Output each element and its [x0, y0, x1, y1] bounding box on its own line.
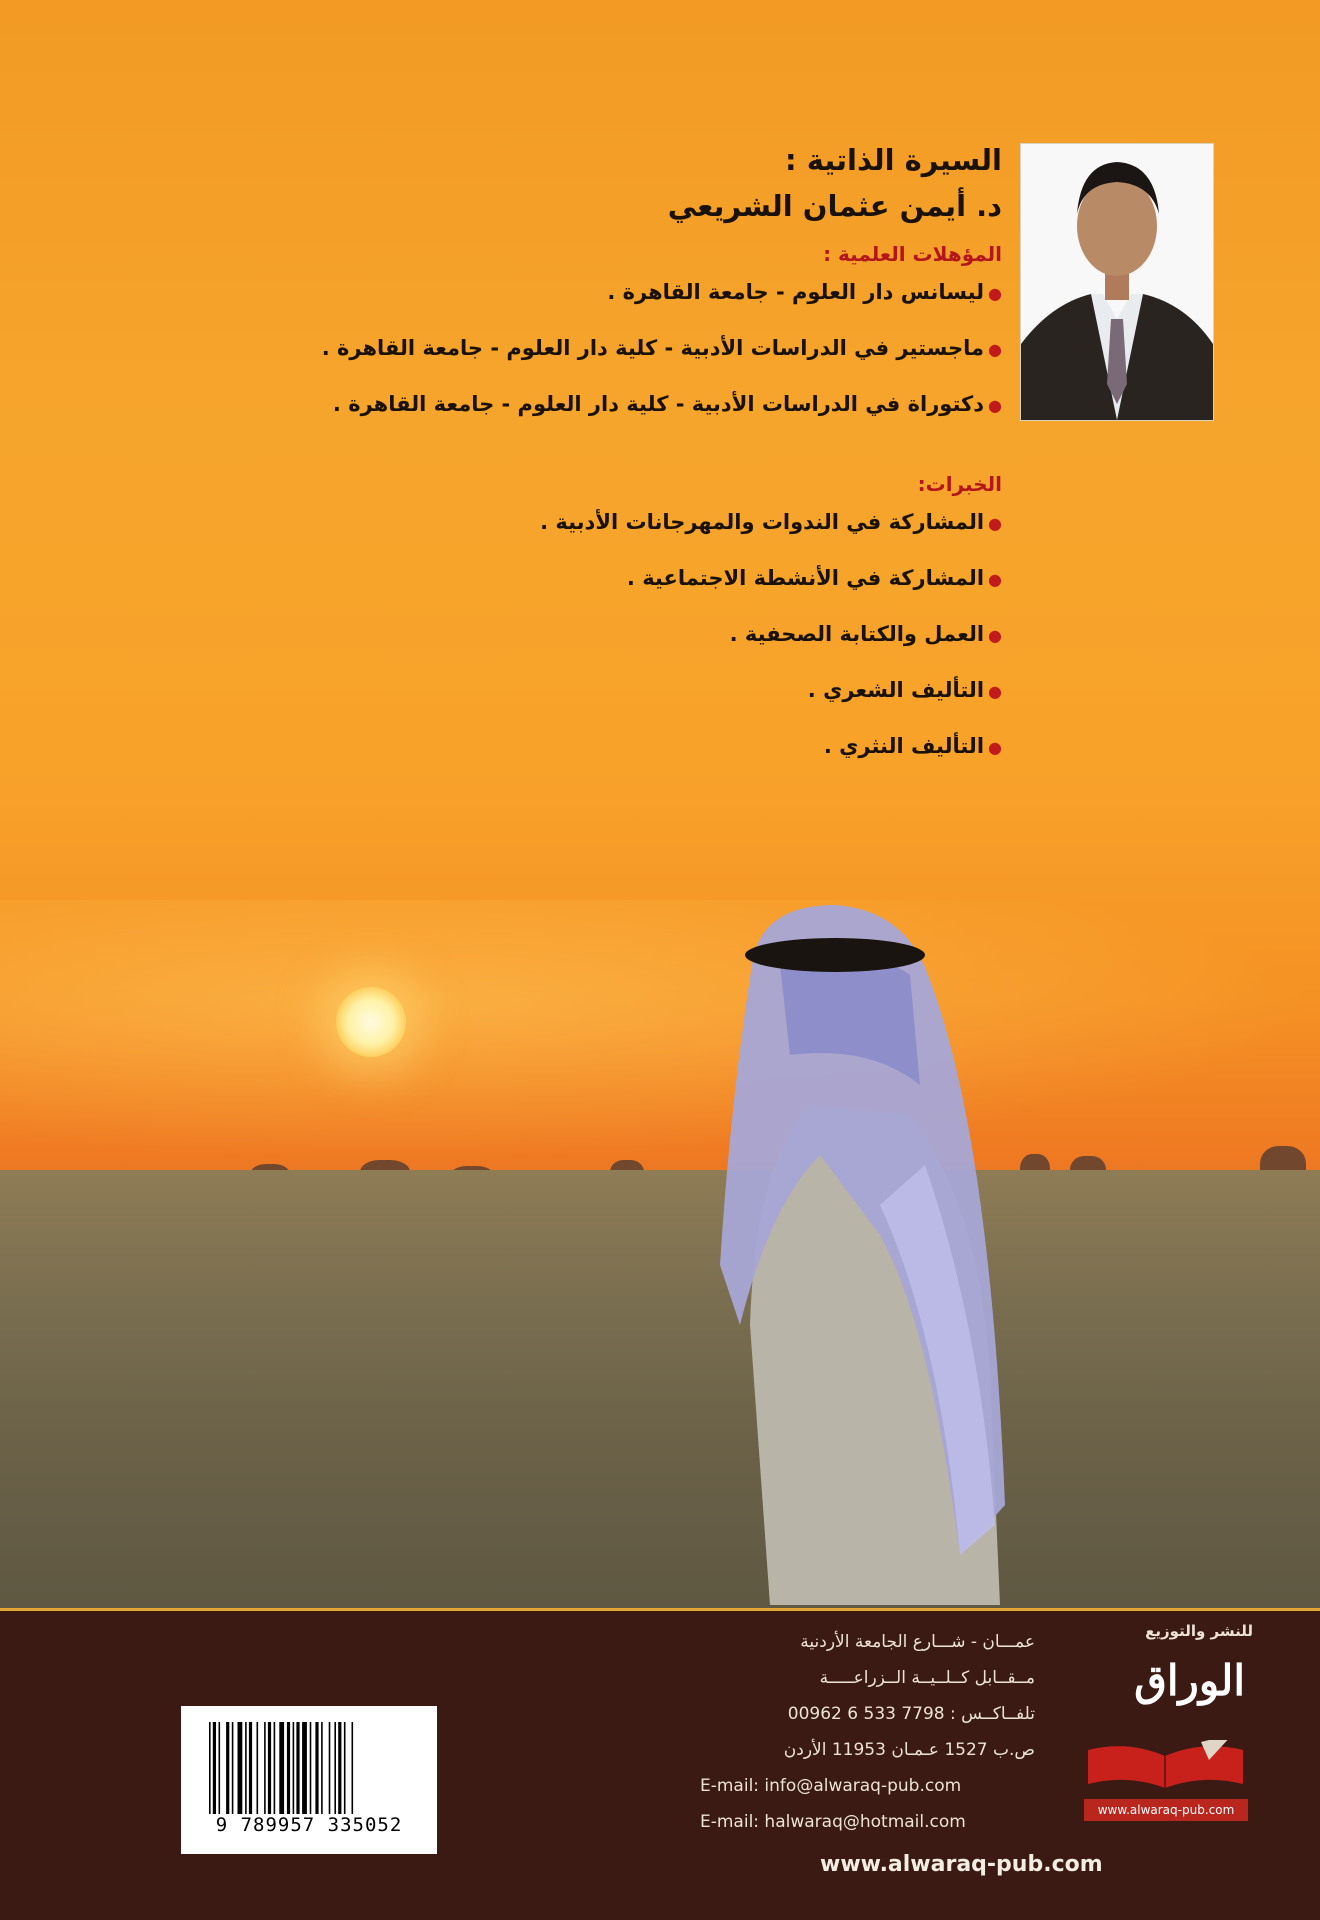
bullet-icon: ● [988, 570, 1002, 589]
bullet-icon: ● [988, 340, 1002, 359]
author-photo [1020, 143, 1214, 421]
address-line: تلفــاكــس : 7798 533 6 00962 [787, 1704, 1035, 1724]
publisher-address [700, 1624, 1035, 1840]
man-in-keffiyeh-illustration [660, 905, 1005, 1610]
barcode-bars [205, 1722, 415, 1814]
author-bio [242, 140, 1002, 788]
author-name: د. أيمن عثمان الشريعي [667, 189, 1002, 223]
list-item: ●التأليف النثري . [823, 734, 1002, 758]
qualifications-title: المؤهلات العلمية : [823, 242, 1002, 266]
email-line: E-mail: info@alwaraq-pub.com [700, 1776, 962, 1796]
bullet-icon: ● [988, 738, 1002, 757]
publisher-logo [1078, 1622, 1253, 1822]
address-line: ص.ب 1527 عـمـان 11953 الأردن [783, 1740, 1035, 1760]
list-item: ●المشاركة في الندوات والمهرجانات الأدبية . [540, 510, 1002, 534]
list-item: ●العمل والكتابة الصحفية . [729, 622, 1002, 646]
logo-name: الوراق [1134, 1656, 1245, 1705]
qualifications-list [242, 278, 1002, 420]
list-item: ●دكتوراة في الدراسات الأدبية - كلية دار العلوم - جامعة القاهرة . [332, 392, 1002, 416]
barcode [181, 1706, 437, 1854]
book-quill-icon [1083, 1740, 1248, 1788]
address-line: عمـــان - شـــارع الجامعة الأردنية [800, 1632, 1035, 1652]
list-item: ●التأليف الشعري . [807, 678, 1002, 702]
bullet-icon: ● [988, 514, 1002, 533]
logo-url: www.alwaraq-pub.com [1084, 1799, 1248, 1821]
list-item: ●ماجستير في الدراسات الأدبية - كلية دار العلوم - جامعة القاهرة . [321, 336, 1002, 360]
email-line: E-mail: halwaraq@hotmail.com [700, 1812, 966, 1832]
bullet-icon: ● [988, 284, 1002, 303]
bullet-icon: ● [988, 396, 1002, 415]
bullet-icon: ● [988, 682, 1002, 701]
sun [336, 987, 406, 1057]
experience-title: الخبرات: [917, 472, 1002, 496]
bullet-icon: ● [988, 626, 1002, 645]
logo-tagline: للنشر والتوزيع [1145, 1622, 1253, 1640]
isbn-number: 9 789957 335052 [215, 1814, 403, 1836]
bio-heading: السيرة الذاتية : [785, 143, 1002, 177]
list-item: ●ليسانس دار العلوم - جامعة القاهرة . [607, 280, 1002, 304]
list-item: ●المشاركة في الأنشطة الاجتماعية . [626, 566, 1002, 590]
experience-list [242, 508, 1002, 762]
website-link[interactable]: www.alwaraq-pub.com [820, 1852, 1103, 1877]
address-line: مــقــابل كــلــيــة الــزراعـــــة [819, 1668, 1035, 1688]
